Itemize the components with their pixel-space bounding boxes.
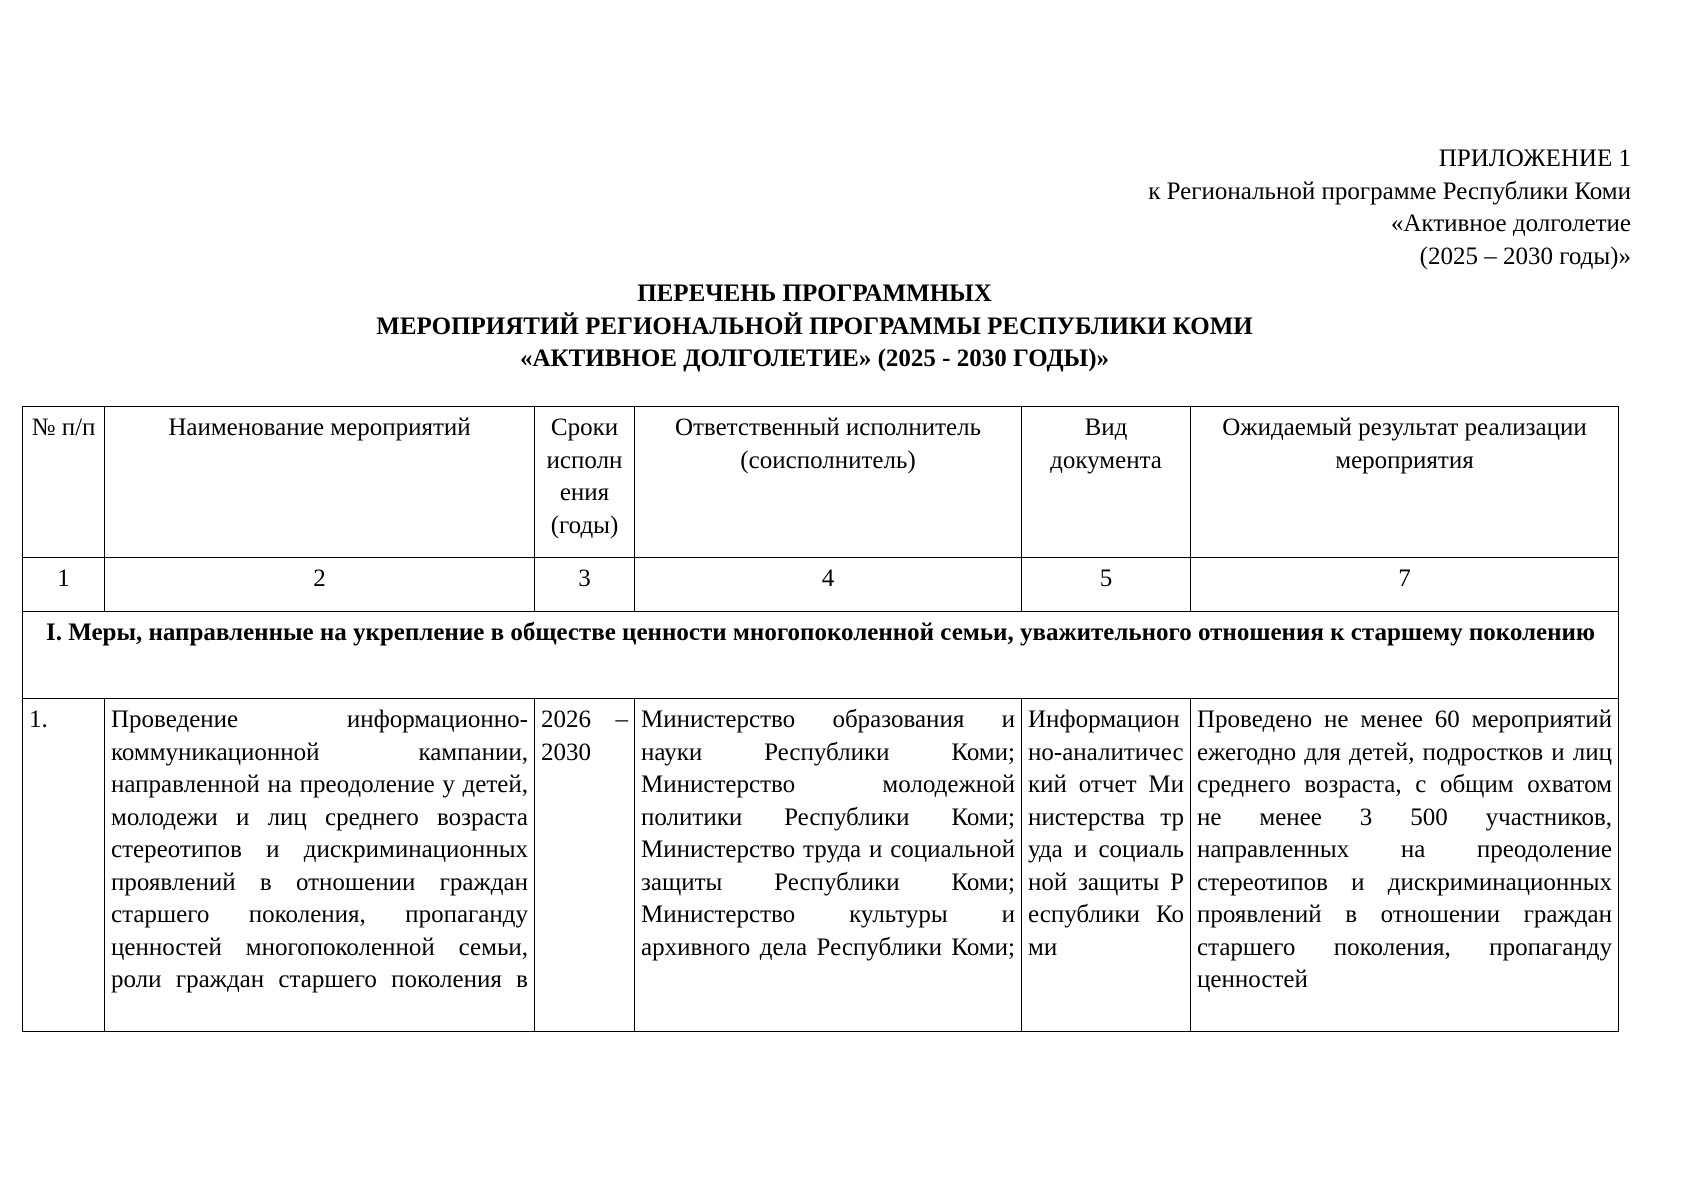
column-number: 7 <box>1191 558 1619 612</box>
row-measure-name: Проведение информационно-коммуникационной кампании, направленной на преодоление у детей, молодежи и лиц среднего возраста стереотипов и дискриминационных проявлений в отношении граждан старшего поколения, пропаганду ценностей многопоколенной семьи, роли граждан старшего поколения в <box>105 699 535 1032</box>
table-header-row <box>23 407 1619 558</box>
document-title <box>22 278 1607 376</box>
column-number: 4 <box>635 558 1022 612</box>
column-number: 3 <box>535 558 635 612</box>
executor-item: Министерство молодежной политики Республики Коми; <box>641 771 1015 831</box>
appendix-heading <box>1148 143 1631 273</box>
row-period: 2026 – 2030 <box>535 699 635 1032</box>
section-title: I. Меры, направленные на укрепление в обществе ценности многопоколенной семьи, уважительного отношения к старшему поколению <box>23 612 1619 699</box>
measures-table <box>22 406 1619 1032</box>
executor-item: Министерство труда и социальной защиты Республики Коми; <box>641 836 1015 896</box>
appendix-line: ПРИЛОЖЕНИЕ 1 <box>1438 145 1631 172</box>
section-row <box>23 612 1619 699</box>
executor-item: Министерство культуры и архивного дела Республики Коми; <box>641 901 1015 961</box>
executor-item: Министерство образования и науки Республики Коми; <box>641 706 1015 766</box>
title-line: МЕРОПРИЯТИЙ РЕГИОНАЛЬНОЙ ПРОГРАММЫ РЕСПУБЛИКИ КОМИ <box>376 312 1253 340</box>
title-line: «АКТИВНОЕ ДОЛГОЛЕТИЕ» (2025 - 2030 ГОДЫ)» <box>519 345 1110 372</box>
header-measure-name: Наименование мероприятий <box>105 407 535 558</box>
column-number: 1 <box>23 558 105 612</box>
header-document-type: Вид документа <box>1022 407 1191 558</box>
appendix-line: к Региональной программе Республики Коми <box>1148 177 1631 205</box>
column-number: 2 <box>105 558 535 612</box>
header-period: Сроки исполн ения (годы) <box>535 407 635 558</box>
header-executor: Ответственный исполнитель (соисполнитель) <box>635 407 1022 558</box>
column-number: 5 <box>1022 558 1191 612</box>
row-executors <box>635 699 1022 1032</box>
row-expected-result: Проведено не менее 60 мероприятий ежегодно для детей, подростков и лиц среднего возраста, с общим охватом не менее 3 500 участников, направленных на преодоление стереотипов и дискриминационных проявлений в отношении граждан старшего поколения, пропаганду ценностей <box>1191 699 1619 1032</box>
header-expected-result: Ожидаемый результат реализации мероприятия <box>1191 407 1619 558</box>
table-row <box>23 699 1619 1032</box>
appendix-line: «Активное долголетие <box>1390 210 1631 237</box>
appendix-line: (2025 – 2030 годы)» <box>1419 242 1631 270</box>
title-line: ПЕРЕЧЕНЬ ПРОГРАММНЫХ <box>637 280 992 307</box>
header-number: № п/п <box>23 407 105 558</box>
column-numbers-row <box>23 558 1619 612</box>
row-document-type: Информационно-аналитический отчет Министерства труда и социальной защиты Республики Коми <box>1022 699 1191 1032</box>
row-number: 1. <box>23 699 105 1032</box>
